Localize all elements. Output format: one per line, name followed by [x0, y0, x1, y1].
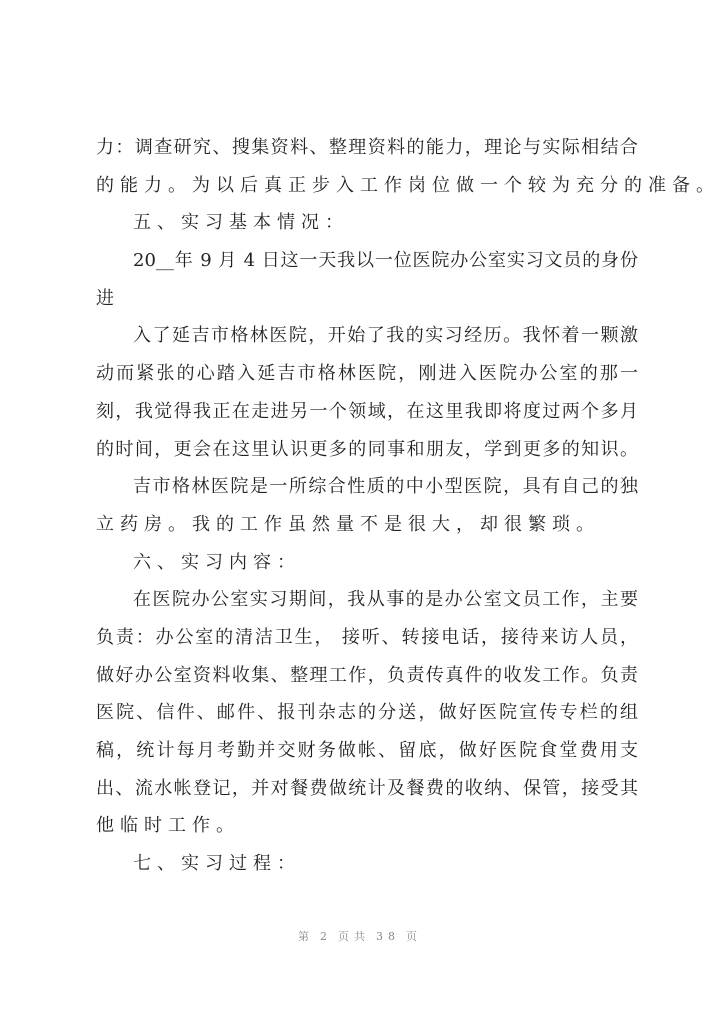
- text-line: 的时间，更会在这里认识更多的同事和朋友，学到更多的知识。: [96, 438, 638, 460]
- text-line: 六、实习内容：: [133, 551, 301, 573]
- text-line: 刻，我觉得我正在走进另一个领域，在这里我即将度过两个多月: [96, 400, 638, 422]
- text-line: 吉市格林医院是一所综合性质的中小型医院，具有自己的独: [133, 476, 638, 498]
- text-line: 五、实习基本情况：: [133, 212, 349, 234]
- text-line: 七、实习过程：: [133, 853, 301, 875]
- footer-suffix: 页: [406, 930, 422, 943]
- footer-prefix: 第: [298, 930, 314, 943]
- text-line: 在医院办公室实习期间，我从事的是办公室文员工作，主要: [133, 589, 638, 611]
- text-line: 力：调查研究、搜集资料、整理资料的能力，理论与实际相结合: [96, 137, 638, 158]
- text-line: 动而紧张的心踏入延吉市格林医院，刚进入医院办公室的那一: [96, 363, 638, 385]
- text-line: 他临时工作。: [96, 815, 240, 837]
- text-line: 出、流水帐登记，并对餐费做统计及餐费的收纳、保管，接受其: [96, 777, 638, 799]
- footer-page-number: 2: [320, 930, 332, 943]
- text-line: 进: [96, 287, 120, 309]
- text-line: 20__年 9 月 4 日这一天我以一位医院办公室实习文员的身份: [133, 250, 638, 272]
- text-line: 做好办公室资料收集、整理工作，负责传真件的收发工作。负责: [96, 664, 638, 686]
- text-line: 入了延吉市格林医院，开始了我的实习经历。我怀着一颗激: [133, 325, 638, 347]
- text-line: 负责：办公室的清洁卫生， 接听、转接电话，接待来访人员，: [96, 626, 638, 648]
- text-line: 稿，统计每月考勤并交财务做帐、留底，做好医院食堂费用支: [96, 740, 638, 761]
- text-line: 的能力。为以后真正步入工作岗位做一个较为充分的准备。: [96, 174, 720, 196]
- text-line: 立药房。我的工作虽然量不是很大，却很繁琐。: [96, 513, 600, 535]
- body-text: [96, 129, 720, 883]
- footer-total-pages: 38: [376, 930, 400, 943]
- footer-middle: 页共: [338, 930, 370, 943]
- page-footer: [0, 928, 720, 944]
- text-line: 医院、信件、邮件、报刊杂志的分送，做好医院宣传专栏的组: [96, 702, 638, 724]
